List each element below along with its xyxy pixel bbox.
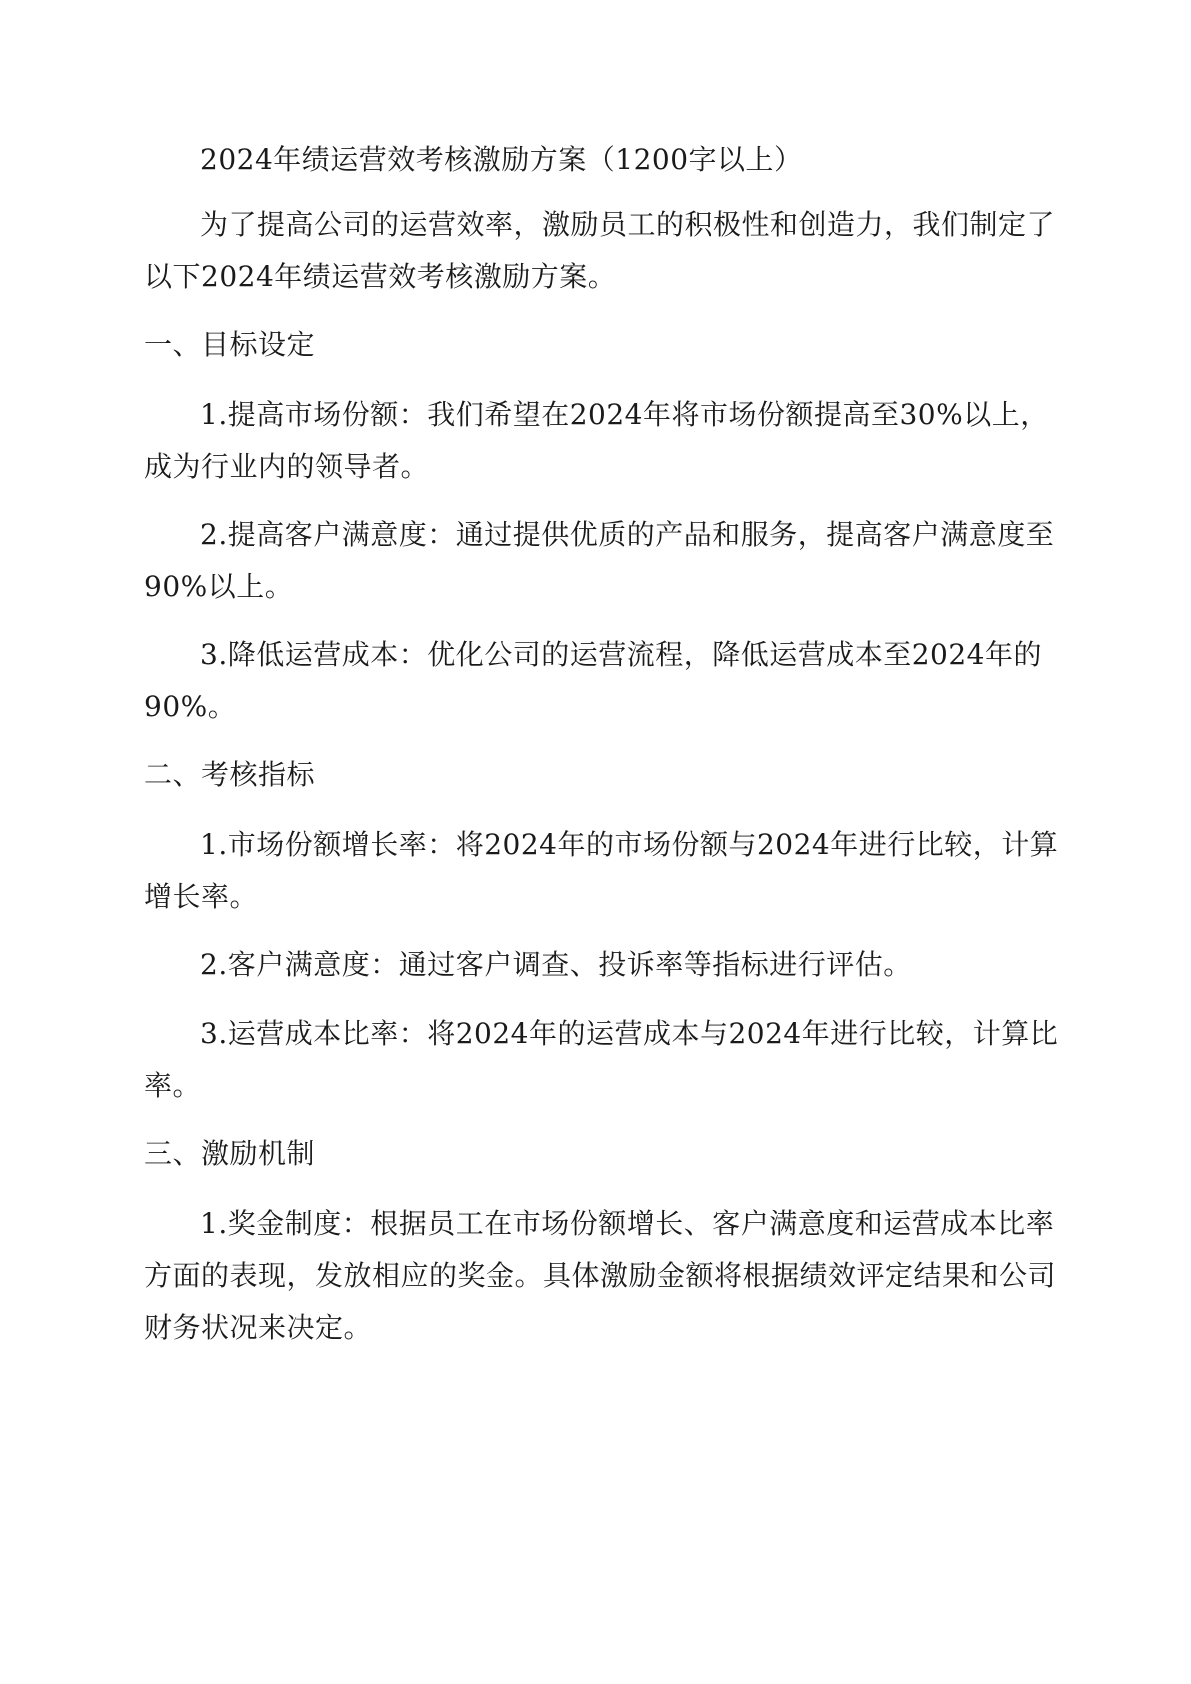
section-3-item-1 (144, 1198, 1057, 1354)
section-2-item-3-line-1: 3.运营成本比率：将2024年的运营成本与2024年进行比较，计算比 (200, 1017, 1059, 1050)
section-1-item-3-line-2: 90%。 (144, 690, 237, 723)
section-2-item-2-line-1: 2.客户满意度：通过客户调查、投诉率等指标进行评估。 (200, 948, 912, 981)
intro-line-1: 为了提高公司的运营效率，激励员工的积极性和创造力，我们制定了 (200, 208, 1056, 241)
section-1-item-2-line-2: 90%以上。 (144, 570, 294, 603)
section-1-item-3 (144, 629, 1044, 733)
section-1-item-2 (144, 509, 1055, 613)
section-1-item-1-line-1: 1.提高市场份额：我们希望在2024年将市场份额提高至30%以上， (200, 398, 1049, 431)
section-2-item-1-line-2: 增长率。 (144, 880, 259, 913)
section-3-item-1-line-2: 方面的表现，发放相应的奖金。具体激励金额将根据绩效评定结果和公司 (144, 1259, 1057, 1292)
document-title: 2024年绩运营效考核激励方案（1200字以上） (200, 143, 803, 176)
section-1-item-3-line-1: 3.降低运营成本：优化公司的运营流程，降低运营成本至2024年的 (200, 638, 1042, 671)
section-heading-2: 二、考核指标 (144, 758, 316, 791)
section-1-item-1-line-2: 成为行业内的领导者。 (144, 450, 430, 483)
section-3-item-1-line-1: 1.奖金制度：根据员工在市场份额增长、客户满意度和运营成本比率 (200, 1207, 1055, 1240)
section-2-item-3 (144, 1008, 1059, 1112)
section-2-item-1-line-1: 1.市场份额增长率：将2024年的市场份额与2024年进行比较，计算 (200, 828, 1059, 861)
section-3-item-1-line-3: 财务状况来决定。 (144, 1311, 373, 1344)
section-2-item-1 (144, 819, 1059, 923)
intro-line-2: 以下2024年绩运营效考核激励方案。 (144, 260, 617, 293)
section-1-item-1 (144, 389, 1049, 493)
section-2-item-2 (144, 939, 1044, 991)
section-heading-1: 一、目标设定 (144, 328, 316, 361)
section-heading-3: 三、激励机制 (144, 1137, 316, 1170)
section-2-item-3-line-2: 率。 (144, 1069, 202, 1102)
intro-paragraph (144, 199, 1056, 303)
section-1-item-2-line-1: 2.提高客户满意度：通过提供优质的产品和服务，提高客户满意度至 (200, 518, 1055, 551)
